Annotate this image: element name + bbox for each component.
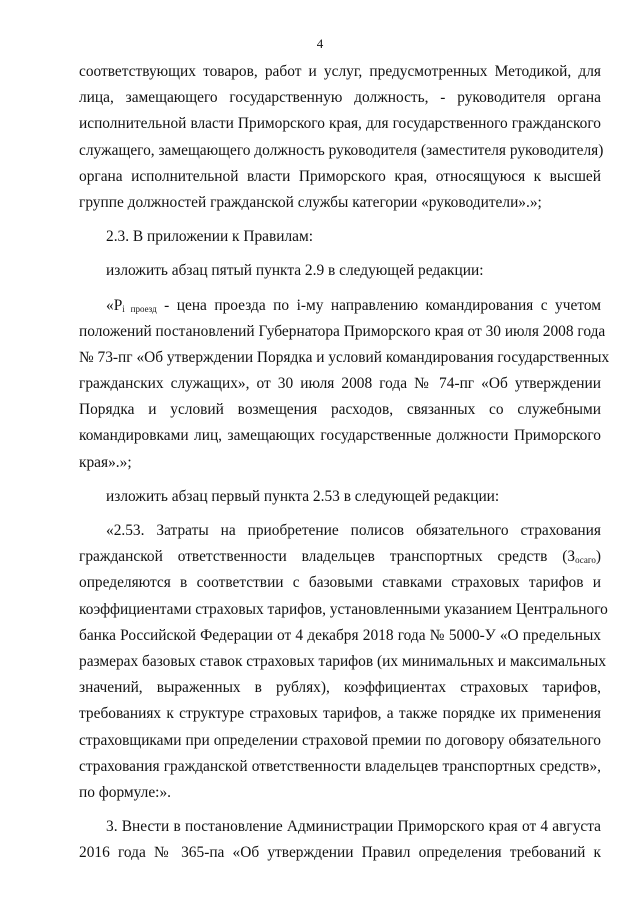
paragraph (79, 293, 610, 476)
text-line: служащего, замещающего должность руководителя (заместителя руководителя) (79, 141, 604, 159)
text-line: 2016 года № 365-па «Об утверждении Правил определения требований к (79, 844, 601, 862)
text-line: края».»; (79, 453, 132, 471)
paragraph (79, 224, 601, 250)
text-line: требованиях к структуре страховых тарифов, а также порядке их применения (79, 705, 601, 723)
text-line: Порядка и условий возмещения расходов, связанных со служебными (79, 401, 601, 419)
text-line: соответствующих товаров, работ и услуг, предусмотренных Методикой, для (79, 63, 601, 80)
text-line: изложить абзац пятый пункта 2.9 в следующей редакции: (106, 262, 484, 280)
text-fragment: - цена проезда по i-му направлению командирования с учетом (156, 296, 601, 314)
text-line: № 73-пг «Об утверждении Порядка и условий командирования государственных (79, 348, 610, 366)
text-line: коэффициентами страховых тарифов, установленными указанием Центрального (79, 600, 608, 618)
text-line: размерах базовых ставок страховых тарифов (их минимальных и максимальных (79, 652, 607, 670)
text-line (79, 293, 601, 319)
paragraph (79, 814, 601, 866)
text-line: значений, выраженных в рублях), коэффициентах страховых тарифов, (79, 679, 601, 697)
text-line: командировками лиц, замещающих государственные должности Приморского (79, 427, 601, 445)
paragraph (79, 518, 608, 806)
text-line: группе должностей гражданской службы категории «руководители».»; (79, 193, 542, 211)
paragraph (79, 484, 601, 510)
text-line: страхования гражданской ответственности владельцев транспортных средств», (79, 757, 601, 775)
formula-subscript: i проезд (122, 303, 157, 314)
text-line: 2.3. В приложении к Правилам: (106, 228, 314, 246)
text-fragment: гражданской ответственности владельцев транспортных средств (З (79, 548, 576, 566)
formula-subscript: осаго (575, 555, 596, 566)
text-line: лица, замещающего государственную должность, - руководителя органа (79, 89, 601, 107)
text-line: «2.53. Затраты на приобретение полисов обязательного страхования (106, 522, 601, 539)
text-line: 3. Внести в постановление Администрации Приморского края от 4 августа (106, 818, 601, 836)
page-number: 4 (316, 36, 324, 51)
text-line: по формуле:». (79, 783, 171, 801)
text-line: банка Российской Федерации от 4 декабря 2018 года № 5000-У «О предельных (79, 626, 601, 644)
text-line: положений постановлений Губернатора Приморского края от 30 июля 2008 года (79, 322, 606, 340)
text-fragment: ) (595, 548, 601, 566)
text-line: исполнительной власти Приморского края, для государственного гражданского (79, 115, 601, 133)
document-body (79, 59, 610, 866)
text-line: определяются в соответствии с базовыми ставками страховых тарифов и (79, 574, 601, 592)
text-line (79, 544, 601, 570)
text-line: гражданских служащих», от 30 июля 2008 года № 74-пг «Об утверждении (79, 375, 601, 393)
text-line: страховщиками при определении страховой премии по договору обязательного (79, 731, 601, 749)
text-line: органа исполнительной власти Приморского края, относящуюся к высшей (79, 167, 601, 185)
text-line: изложить абзац первый пункта 2.53 в следующей редакции: (106, 487, 500, 505)
paragraph (79, 59, 604, 216)
paragraph (79, 258, 601, 284)
formula-symbol: «P (106, 296, 123, 314)
